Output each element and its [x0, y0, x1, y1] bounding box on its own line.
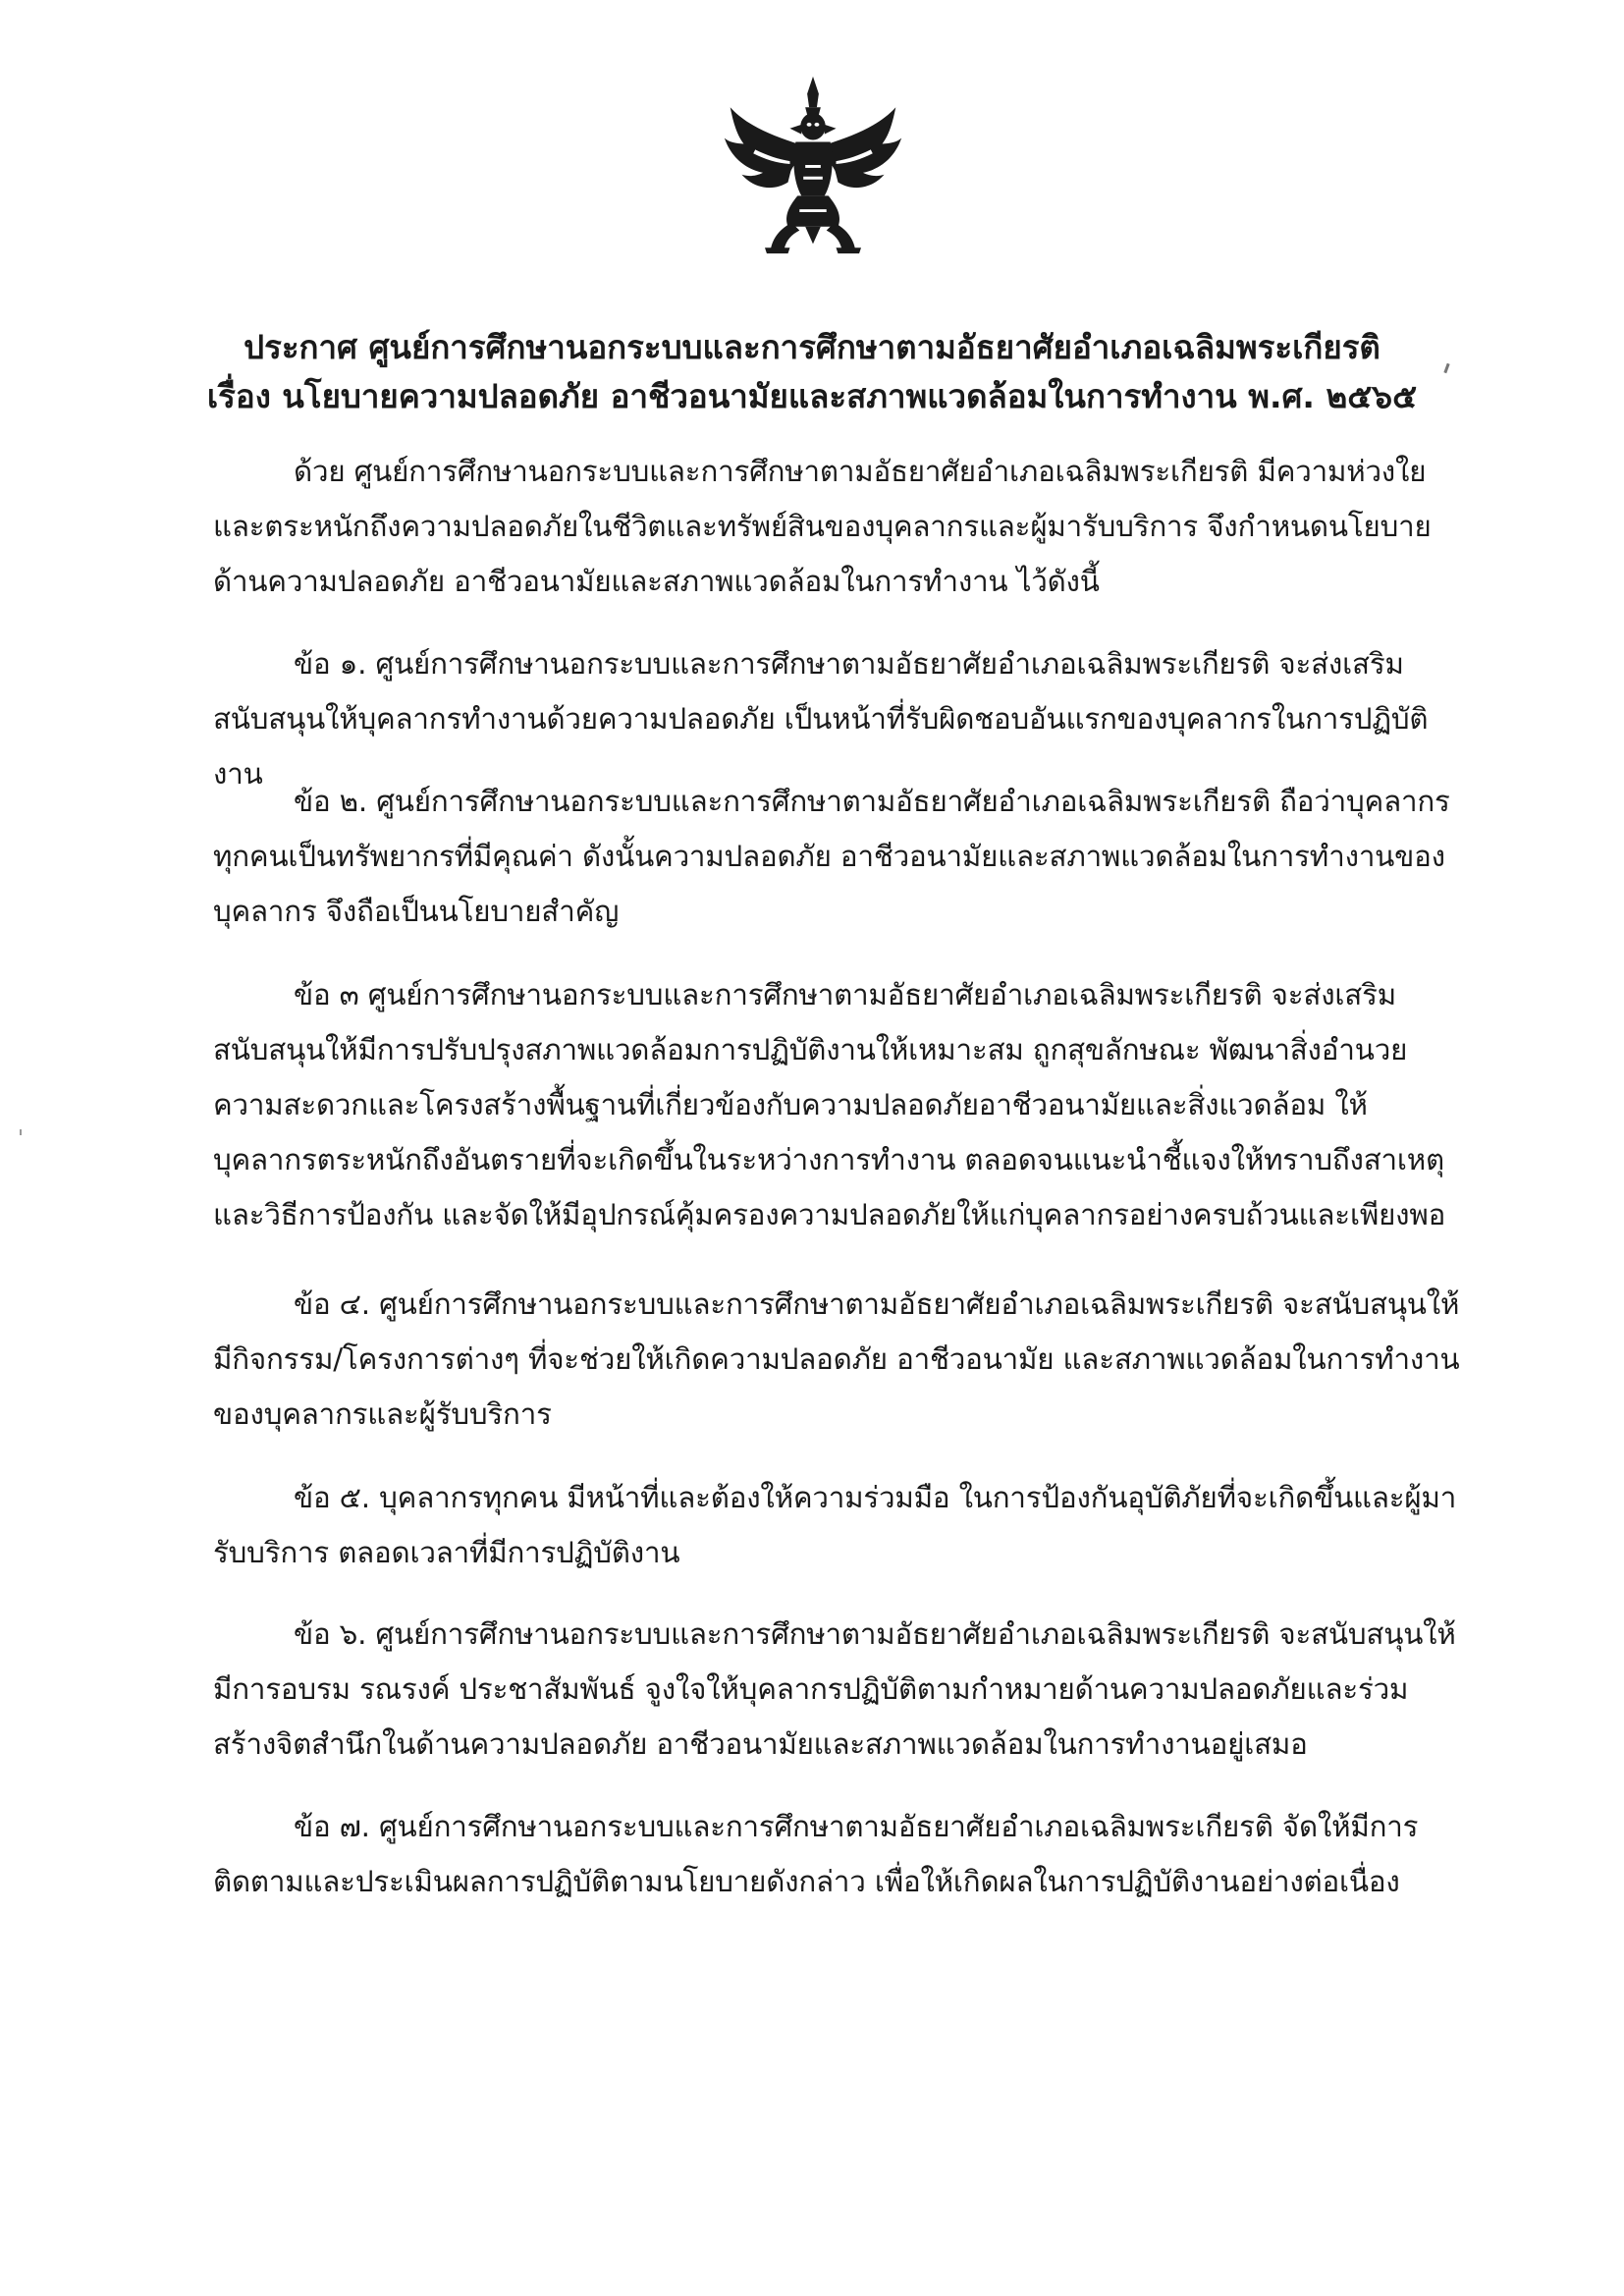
garuda-emblem-icon [717, 69, 909, 261]
intro-paragraph: ด้วย ศูนย์การศึกษานอกระบบและการศึกษาตามอัธยาศัยอำเภอเฉลิมพระเกียรติ มีความห่วงใยและตระหนักถึงความปลอดภัยในชีวิตและทรัพย์สินของบุคลากรและผู้มารับบริการ จึงกำหนดนโยบายด้านความปลอดภัย อาชีวอนามัยและสภาพแวดล้อมในการทำงาน ไว้ดังนี้ [213, 455, 1432, 598]
clause-6: ข้อ ๖. ศูนย์การศึกษานอกระบบและการศึกษาตามอัธยาศัยอำเภอเฉลิมพระเกียรติ จะสนับสนุนให้มีการอบรม รณรงค์ ประชาสัมพันธ์ จูงใจให้บุคลากรปฏิบัติตามกำหมายด้านความปลอดภัยและร่วมสร้างจิตสำนึกในด้านความปลอดภัย อาชีวอนามัยและสภาพแวดล้อมในการทำงานอยู่เสมอ [213, 1617, 1456, 1761]
clause-3: ข้อ ๓ ศูนย์การศึกษานอกระบบและการศึกษาตามอัธยาศัยอำเภอเฉลิมพระเกียรติ จะส่งเสริมสนับสนุนให้มีการปรับปรุงสภาพแวดล้อมการปฏิบัติงานให้เหมาะสม ถูกสุขลักษณะ พัฒนาสิ่งอำนวยความสะดวกและโครงสร้างพื้นฐานที่เกี่ยวข้องกับความปลอดภัยอาชีวอนามัยและสิ่งแวดล้อม ให้บุคลากรตระหนักถึงอันตรายที่จะเกิดขึ้นในระหว่างการทำงาน ตลอดจนแนะนำชี้แจงให้ทราบถึงสาเหตุและวิธีการป้องกัน และจัดให้มีอุปกรณ์คุ้มครองความปลอดภัยให้แก่บุคลากรอย่างครบถ้วนและเพียงพอ [213, 978, 1446, 1231]
announcement-subject: เรื่อง นโยบายความปลอดภัย อาชีวอนามัยและสภาพแวดล้อมในการทำงาน พ.ศ. ๒๕๖๕ [206, 377, 1418, 415]
clause-2: ข้อ ๒. ศูนย์การศึกษานอกระบบและการศึกษาตามอัธยาศัยอำเภอเฉลิมพระเกียรติ ถือว่าบุคลากรทุกคนเป็นทรัพยากรที่มีคุณค่า ดังนั้นความปลอดภัย อาชีวอนามัยและสภาพแวดล้อมในการทำงานของบุคลากร จึงถือเป็นนโยบายสำคัญ [213, 785, 1450, 928]
clause-4: ข้อ ๔. ศูนย์การศึกษานอกระบบและการศึกษาตามอัธยาศัยอำเภอเฉลิมพระเกียรติ จะสนับสนุนให้มีกิจกรรม/โครงการต่างๆ ที่จะช่วยให้เกิดความปลอดภัย อาชีวอนามัย และสภาพแวดล้อมในการทำงานของบุคลากรและผู้รับบริการ [213, 1287, 1460, 1431]
announcement-title: ประกาศ ศูนย์การศึกษานอกระบบและการศึกษาตามอัธยาศัยอำเภอเฉลิมพระเกียรติ [244, 328, 1380, 366]
clause-5: ข้อ ๕. บุคลากรทุกคน มีหน้าที่และต้องให้ความร่วมมือ ในการป้องกันอุบัติภัยที่จะเกิดขึ้นและผู้มารับบริการ ตลอดเวลาที่มีการปฏิบัติงาน [213, 1481, 1457, 1569]
scan-speck [20, 1129, 22, 1135]
clause-7: ข้อ ๗. ศูนย์การศึกษานอกระบบและการศึกษาตามอัธยาศัยอำเภอเฉลิมพระเกียรติ จัดให้มีการติดตามและประเมินผลการปฏิบัติตามนโยบายดังกล่าว เพื่อให้เกิดผลในการปฏิบัติงานอย่างต่อเนื่อง [213, 1810, 1419, 1898]
clause-1: ข้อ ๑. ศูนย์การศึกษานอกระบบและการศึกษาตามอัธยาศัยอำเภอเฉลิมพระเกียรติ จะส่งเสริมสนับสนุนให้บุคลากรทำงานด้วยความปลอดภัย เป็นหน้าที่รับผิดชอบอันแรกของบุคลากรในการปฏิบัติงาน [213, 647, 1429, 791]
